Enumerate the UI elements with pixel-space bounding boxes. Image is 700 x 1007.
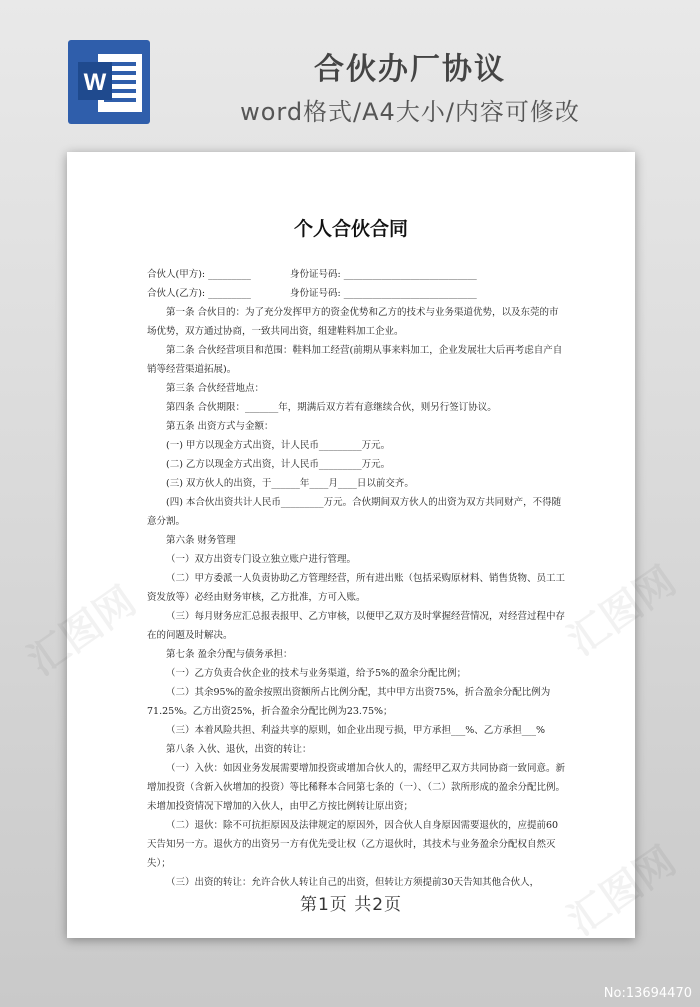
document-page: [67, 152, 635, 938]
document-paragraph: 第二条 合伙经营项目和范围：鞋料加工经营(前期从事来料加工，企业发展壮大后再考虑自产自销等经营渠道拓展)。: [147, 345, 563, 375]
page-title: 合伙办厂协议: [314, 52, 506, 87]
document-paragraph: 第三条 合伙经营地点：: [166, 383, 265, 394]
document-paragraph: （一）双方出资专门设立独立账户进行管理。: [166, 554, 357, 565]
document-paragraph: 第八条 入伙、退伙，出资的转让：: [166, 744, 312, 755]
document-paragraph: 第四条 合伙期限：_______年，期满后双方若有意继续合伙，则另行签订协议。: [166, 402, 497, 413]
document-paragraph: （二）其余95%的盈余按照出资额所占比例分配，其中甲方出资75%，折合盈余分配比例为71.25%。乙方出资25%，折合盈余分配比例为23.75%；: [147, 687, 551, 717]
word-icon-letter: W: [83, 69, 107, 96]
document-title: 个人合伙合同: [293, 218, 408, 240]
document-paragraph: (一) 甲方以现金方式出资，计人民币_________万元。: [166, 440, 391, 451]
document-paragraph: 第一条 合伙目的：为了充分发挥甲方的资金优势和乙方的技术与业务渠道优势，以及东莞的市场优势，双方通过协商，一致共同出资，组建鞋料加工企业。: [147, 307, 559, 337]
document-paragraph: (三) 双方伙人的出资，于______年____月____日以前交齐。: [166, 478, 414, 489]
document-paragraph: （一）入伙：如因业务发展需要增加投资或增加合伙人的，需经甲乙双方共同协商一致同意。新增加投资（含新入伙增加的投资）等比稀释本合同第七条的（一）、（二）款所形成的盈余分配比例。未增加投资情况下增加的入伙人，由甲乙方按比例转让原出资；: [147, 763, 566, 812]
party-label: 合伙人(甲方): _________: [147, 269, 251, 280]
document-body: [147, 265, 567, 892]
party-label: 合伙人(乙方): _________: [147, 288, 251, 299]
document-paragraph: （二）甲方委派一人负责协助乙方管理经营，所有进出账（包括采购原材料、销售货物、员工工资发放等）必经由财务审核，乙方批准，方可入账。: [147, 573, 566, 603]
document-paragraph: （三）每月财务应汇总报表报甲、乙方审核，以便甲乙双方及时掌握经营情况，对经营过程中存在的问题及时解决。: [147, 611, 566, 641]
party-id: 身份证号码: ____________________________: [290, 288, 477, 299]
image-id: No:13694470: [603, 986, 692, 1001]
party-line: [147, 284, 567, 303]
page-subtitle: word格式/A4大小/内容可修改: [240, 98, 580, 126]
document-paragraph: （二）退伙：除不可抗拒原因及法律规定的原因外，因合伙人自身原因需要退伙的，应提前60天告知另一方。退伙方的出资另一方有优先受让权（乙方退伙时，其技术与业务盈余分配权自然灭失）；: [147, 820, 559, 869]
document-paragraph: 第六条 财务管理: [166, 535, 236, 546]
document-paragraphs: [147, 303, 567, 892]
document-paragraph: (二) 乙方以现金方式出资，计人民币_________万元。: [166, 459, 391, 470]
document-paragraph: (四) 本合伙出资共计人民币_________万元。合伙期间双方伙人的出资为双方共同财产，不得随意分割。: [147, 497, 562, 527]
document-paragraph: （一）乙方负责合伙企业的技术与业务渠道，给予5%的盈余分配比例；: [166, 668, 467, 679]
page-number: 第1页 共2页: [299, 895, 403, 915]
document-paragraph: （三）本着风险共担、利益共享的原则，如企业出现亏损，甲方承担___%、乙方承担___%: [166, 725, 546, 736]
document-paragraph: 第七条 盈余分配与债务承担：: [166, 649, 293, 660]
party-id: 身份证号码: ____________________________: [290, 269, 477, 280]
word-icon: [68, 40, 150, 124]
document-paragraph: 第五条 出资方式与金额：: [166, 421, 274, 432]
document-paragraph: （三）出资的转让：允许合伙人转让自己的出资，但转让方须提前30天告知其他合伙人，: [166, 877, 540, 888]
party-line: [147, 265, 567, 284]
